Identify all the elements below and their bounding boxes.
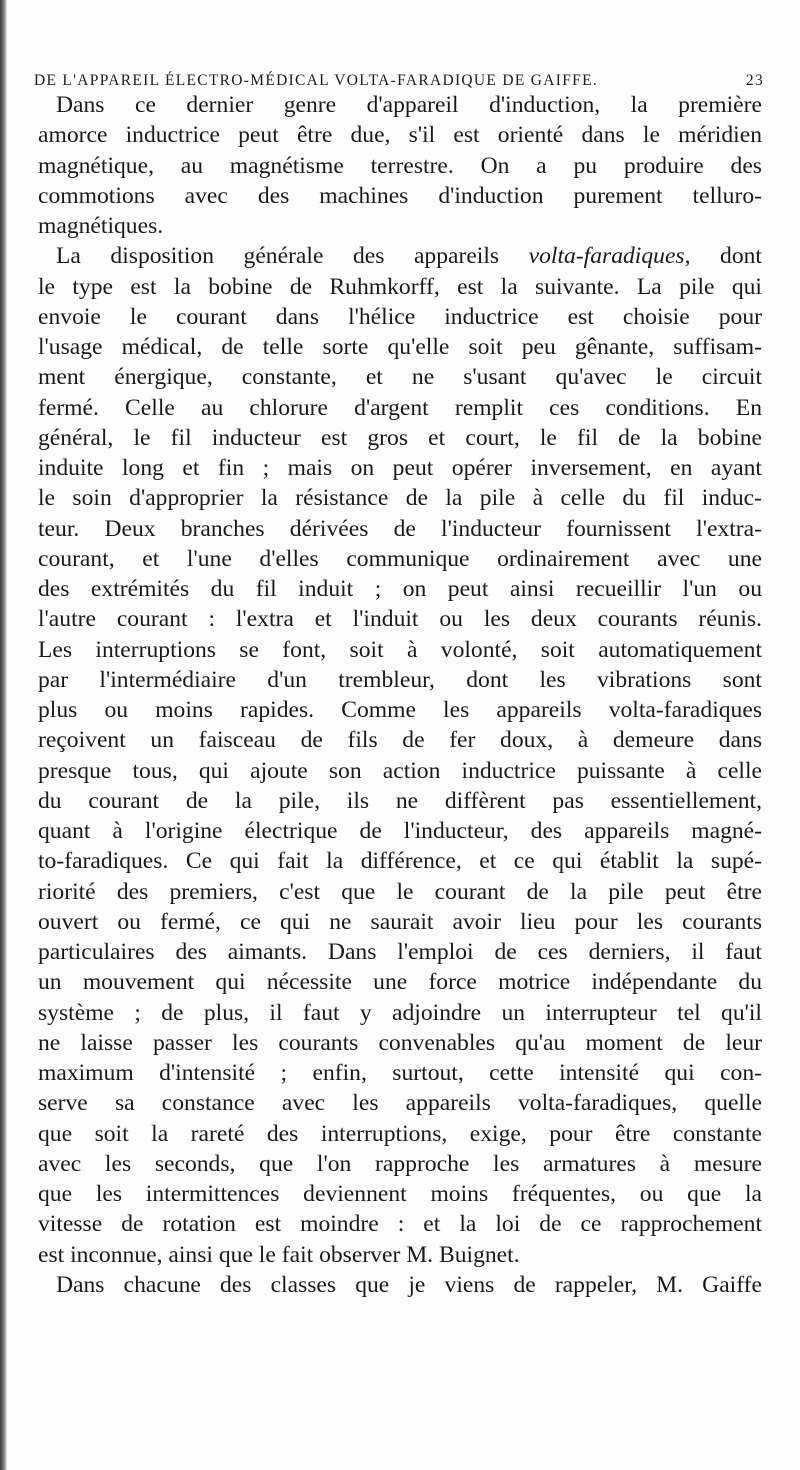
text-line: que les intermittences deviennent moins fréquentes, ou que la [38, 1181, 762, 1207]
text-line: serve sa constance avec les appareils volta-faradiques, quelle [38, 1090, 762, 1117]
paragraph-1 [38, 90, 762, 241]
text-line: presque tous, qui ajoute son action inductrice puissante à celle [38, 757, 762, 784]
text-line: fermé. Celle au chlorure d'argent remplit ces conditions. En [38, 394, 762, 421]
text-line: reçoivent un faisceau de fils de fer doux, à demeure dans [38, 727, 762, 754]
text-line: ne laisse passer les courants convenables qu'au moment de leur [38, 1029, 762, 1056]
text-line: vitesse de rotation est moindre : et la loi de ce rapprochement [38, 1211, 762, 1238]
text-line: magnétique, au magnétisme terrestre. On a pu produire des [38, 152, 762, 179]
text-line: par l'intermédiaire d'un trembleur, dont les vibrations sont [38, 666, 762, 693]
text-line: général, le fil inducteur est gros et court, le fil de la bobine [38, 424, 762, 451]
text-line: envoie le courant dans l'hélice inductrice est choisie pour [38, 303, 762, 330]
text-line: maximum d'intensité ; enfin, surtout, cette intensité qui con- [38, 1060, 762, 1086]
text-line: le type est la bobine de Ruhmkorff, est la suivante. La pile qui [38, 273, 762, 300]
text-line: quant à l'origine électrique de l'inducteur, des appareils magné- [38, 818, 762, 844]
text-line: magnétiques. [38, 213, 164, 239]
text-line: particulaires des aimants. Dans l'emploi de ces derniers, il faut [38, 939, 762, 965]
running-title: DE L'APPAREIL ÉLECTRO-MÉDICAL VOLTA-FARADIQUE DE GAIFFE. [34, 72, 599, 89]
text-line: système ; de plus, il faut y adjoindre un interrupteur tel qu'il [38, 999, 762, 1026]
text-line: Dans chacune des classes que je viens de rappeler, M. Gaiffe [56, 1271, 762, 1298]
text-run: La disposition générale des appareils [56, 243, 529, 270]
italic-term: volta-faradiques [528, 243, 685, 270]
text-run: , dont [684, 243, 762, 270]
text-line: que soit la rareté des interruptions, exige, pour être constante [38, 1120, 762, 1147]
text-line: l'autre courant : l'extra et l'induit ou les deux courants réunis. [38, 606, 762, 633]
text-line: des extrémités du fil induit ; on peut ainsi recueillir l'un ou [38, 576, 762, 602]
text-line: Dans ce dernier genre d'appareil d'induction, la première [56, 92, 762, 118]
text-line: est inconnue, ainsi que le fait observer M. Buignet. [38, 1241, 520, 1268]
text-line: courant, et l'une d'elles communique ordinairement avec une [38, 545, 762, 572]
page-binding-edge [0, 0, 7, 1470]
text-line: riorité des premiers, c'est que le courant de la pile peut être [38, 878, 762, 905]
text-line: plus ou moins rapides. Comme les appareils volta-faradiques [38, 697, 762, 723]
body-text [38, 90, 762, 1300]
text-line: du courant de la pile, ils ne diffèrent pas essentiellement, [38, 787, 762, 814]
running-header [34, 72, 774, 90]
text-line: induite long et fin ; mais on peut opérer inversement, en ayant [38, 455, 762, 481]
text-line: ouvert ou fermé, ce qui ne saurait avoir lieu pour les courants [38, 908, 762, 935]
text-line: avec les seconds, que l'on rapproche les armatures à mesure [38, 1150, 762, 1177]
text-line: un mouvement qui nécessite une force motrice indépendante du [38, 969, 762, 996]
paragraph-3 [38, 1270, 762, 1300]
text-line: Les interruptions se font, soit à volonté, soit automatiquement [38, 636, 762, 663]
text-line: l'usage médical, de telle sorte qu'elle soit peu gênante, suffisam- [38, 334, 762, 360]
text-line: le soin d'approprier la résistance de la pile à celle du fil induc- [38, 485, 762, 512]
text-line [38, 241, 762, 271]
text-line: teur. Deux branches dérivées de l'inducteur fournissent l'extra- [38, 515, 762, 542]
page-number: 23 [745, 72, 764, 89]
text-line: to-faradiques. Ce qui fait la différence, et ce qui établit la supé- [38, 848, 762, 875]
text-line: amorce inductrice peut être due, s'il est orienté dans le méridien [38, 122, 762, 149]
paragraph-2 [38, 241, 762, 1270]
text-line: commotions avec des machines d'induction purement telluro- [38, 182, 762, 209]
text-line: ment énergique, constante, et ne s'usant qu'avec le circuit [38, 364, 762, 391]
